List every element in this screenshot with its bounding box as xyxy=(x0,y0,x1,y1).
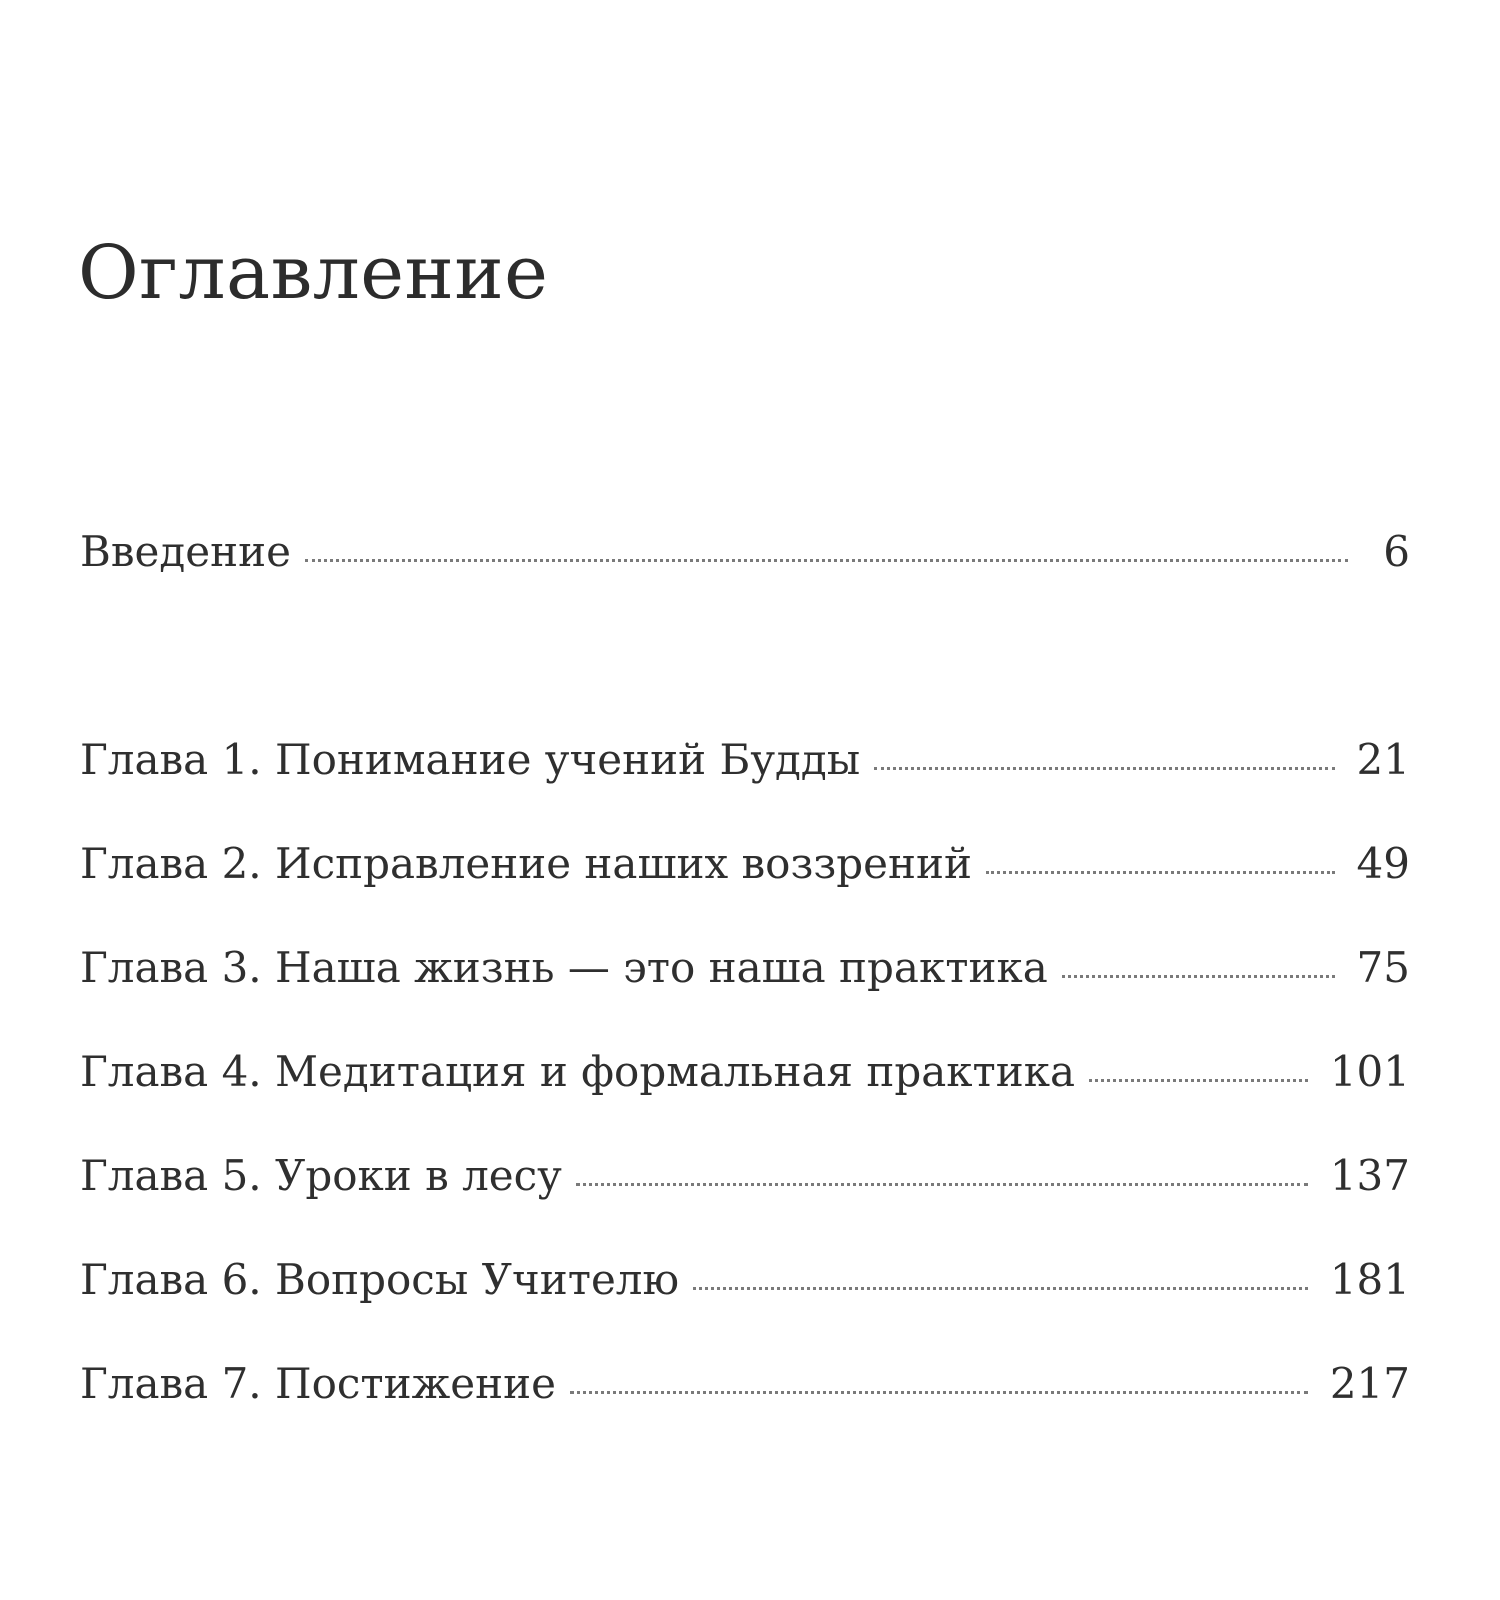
dot-leader xyxy=(305,559,1348,562)
toc-entry-label: Глава 1. Понимание учений Будды xyxy=(80,735,861,784)
toc-entry-page-number: 181 xyxy=(1329,1255,1410,1304)
toc-entry-chapter-3[interactable] xyxy=(80,938,1410,998)
toc-entry-chapter-5[interactable] xyxy=(80,1146,1410,1206)
dot-leader xyxy=(693,1287,1308,1290)
dot-leader xyxy=(874,767,1334,770)
dot-leader xyxy=(570,1391,1308,1394)
dot-leader xyxy=(1089,1079,1308,1082)
toc-entry-label: Глава 6. Вопросы Учителю xyxy=(80,1255,680,1304)
toc-entry-chapter-4[interactable] xyxy=(80,1042,1410,1102)
toc-entry-chapter-7[interactable] xyxy=(80,1354,1410,1414)
dot-leader xyxy=(986,871,1335,874)
toc-entry-label: Глава 3. Наша жизнь — это наша практика xyxy=(80,943,1048,992)
toc-entry-label: Глава 5. Уроки в лесу xyxy=(80,1151,562,1200)
toc-entry-label: Введение xyxy=(80,527,291,576)
toc-entry-page-number: 101 xyxy=(1329,1047,1410,1096)
toc-entry-label: Глава 4. Медитация и формальная практика xyxy=(80,1047,1076,1096)
page-title: Оглавление xyxy=(78,230,549,316)
toc-entry-chapter-2[interactable] xyxy=(80,834,1410,894)
toc-entry-chapter-1[interactable] xyxy=(80,730,1410,790)
toc-entry-label: Глава 2. Исправление наших воззрений xyxy=(80,839,973,888)
dot-leader xyxy=(576,1183,1308,1186)
toc-entry-page-number: 217 xyxy=(1329,1359,1410,1408)
dot-leader xyxy=(1062,975,1335,978)
toc-entry-chapter-6[interactable] xyxy=(80,1250,1410,1310)
toc-entry-page-number: 75 xyxy=(1356,943,1410,992)
toc-entry-page-number: 21 xyxy=(1356,735,1410,784)
toc-entry-introduction[interactable] xyxy=(80,522,1410,582)
toc-entry-label: Глава 7. Постижение xyxy=(80,1359,556,1408)
toc-entry-page-number: 49 xyxy=(1356,839,1410,888)
toc-entry-page-number: 6 xyxy=(1383,527,1410,576)
toc-entry-page-number: 137 xyxy=(1329,1151,1410,1200)
